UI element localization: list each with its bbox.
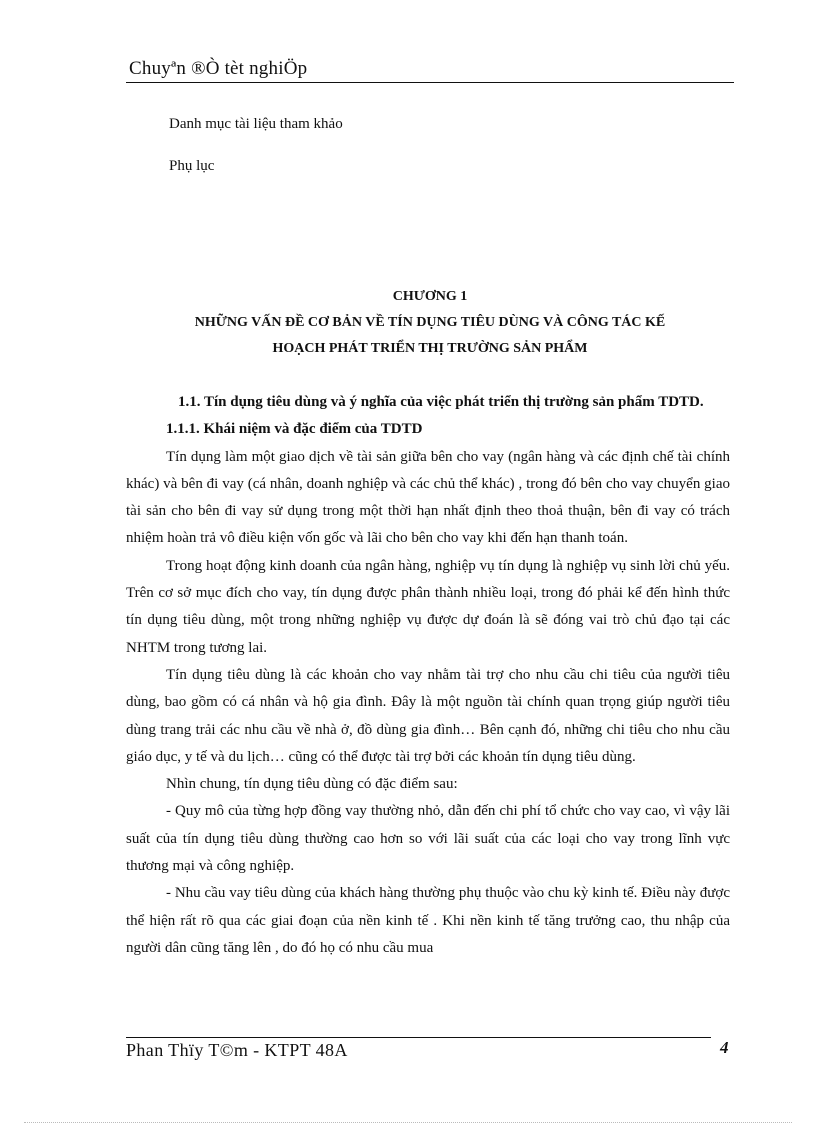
footer-divider xyxy=(126,1037,711,1038)
paragraph-characteristic-1: - Quy mô của từng hợp đồng vay thường nhỏ, dẫn đến chi phí tổ chức cho vay cao, vì vậy lãi suất của tín dụng tiêu dùng thường cao hơn so với lãi suất của các loại cho vay trong lĩnh vực thương mại và công nghiệp. xyxy=(126,803,730,875)
running-footer: Phan Thïy T©m - KTPT 48A xyxy=(126,1040,348,1060)
paragraph-consumer-credit: Tín dụng tiêu dùng là các khoản cho vay nhằm tài trợ cho nhu cầu chi tiêu của người tiêu dùng, bao gồm có cá nhân và hộ gia đình. Đây là một nguồn tài chính quan trọng giúp người tiêu dùng trang trải các nhu cầu về nhà ở, đồ dùng gia đình… Bên cạnh đó, những chi tiêu cho nhu cầu giáo dục, y tế và du lịch… cũng có thể được tài trợ bởi các khoản tín dụng tiêu dùng. xyxy=(126,666,730,765)
toc-item-appendix: Phụ lục xyxy=(169,158,215,174)
body-text xyxy=(126,389,730,962)
chapter-title-line1: NHỮNG VẤN ĐỀ CƠ BẢN VỀ TÍN DỤNG TIÊU DÙNG VÀ CÔNG TÁC KẾ xyxy=(194,315,666,330)
toc-item-references: Danh mục tài liệu tham khảo xyxy=(169,116,343,132)
paragraph-characteristic-2: - Nhu cầu vay tiêu dùng của khách hàng thường phụ thuộc vào chu kỳ kinh tế. Điều này được thể hiện rất rõ qua các giai đoạn của nền kinh tế . Khi nền kinh tế tăng trưởng cao, thu nhập của người dân cũng tăng lên , do đó họ có nhu cầu mua xyxy=(126,885,730,956)
section-heading: 1.1. Tín dụng tiêu dùng và ý nghĩa của việc phát triển thị trường sản phẩm TDTD. xyxy=(178,394,704,410)
paragraph-credit-definition: Tín dụng làm một giao dịch về tài sản giữa bên cho vay (ngân hàng và các định chế tài chính khác) và bên đi vay (cá nhân, doanh nghiệp và các chủ thể khác) , trong đó bên cho vay chuyển giao tài sản cho bên đi vay sử dụng trong một thời hạn nhất định theo thoả thuận, bên đi vay có trách nhiệm hoàn trả vô điều kiện vốn gốc và lãi cho bên cho vay khi đến hạn thanh toán. xyxy=(126,448,730,547)
paragraph-characteristics-intro: Nhìn chung, tín dụng tiêu dùng có đặc điểm sau: xyxy=(166,776,458,793)
header-divider xyxy=(126,82,734,83)
subsection-heading: 1.1.1. Khái niệm và đặc điểm của TDTD xyxy=(166,421,423,438)
paragraph-banking-activity: Trong hoạt động kinh doanh của ngân hàng, nghiệp vụ tín dụng là nghiệp vụ sinh lời chủ yếu. Trên cơ sở mục đích cho vay, tín dụng được phân thành nhiều loại, trong đó phải kể đến hình thức tín dụng tiêu dùng, một trong những nghiệp vụ được dự đoán là sẽ đóng vai trò chủ đạo tại các NHTM trong tương lai. xyxy=(126,557,730,656)
chapter-title-line2: HOẠCH PHÁT TRIỂN THỊ TRƯỜNG SẢN PHẨM xyxy=(272,341,588,356)
page-number: 4 xyxy=(720,1038,729,1057)
chapter-number: CHƯƠNG 1 xyxy=(392,289,468,304)
running-header: Chuyªn ®Ò tèt nghiÖp xyxy=(129,58,308,79)
